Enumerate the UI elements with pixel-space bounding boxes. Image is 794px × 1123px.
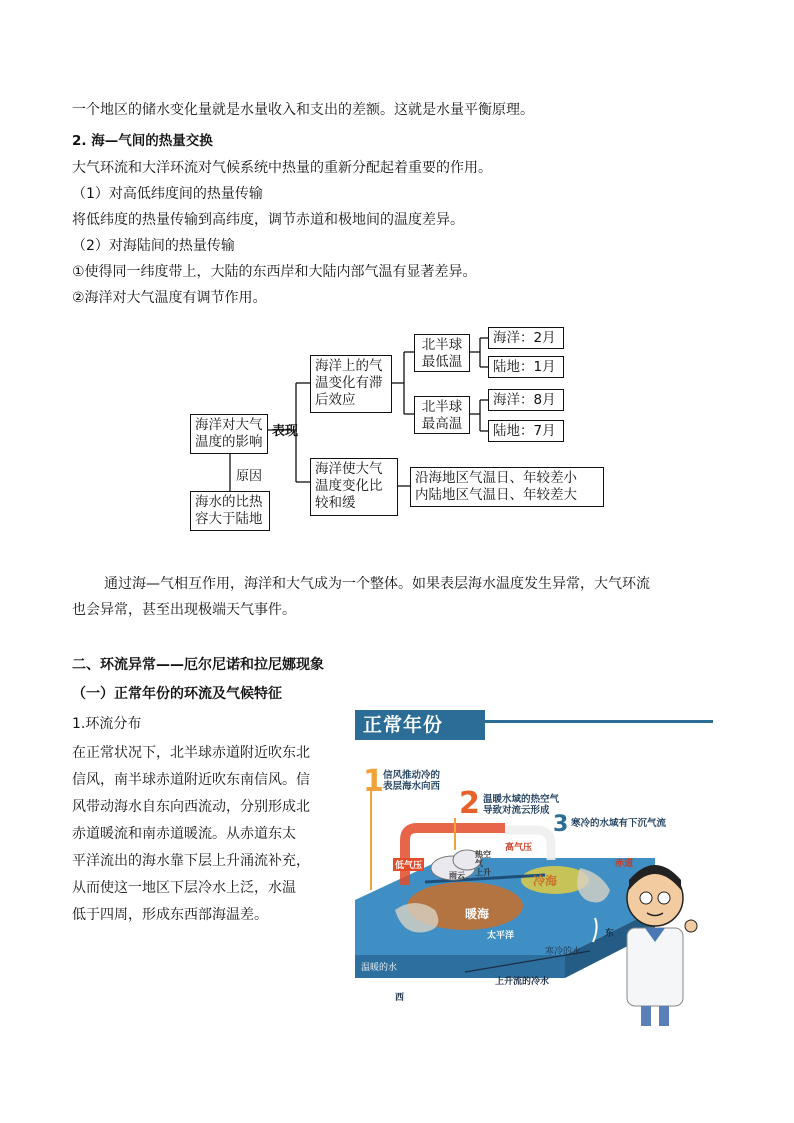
heading-normal-year: （一）正常年份的环流及气候特征 bbox=[72, 686, 282, 702]
paragraph-latitude-transfer: 将低纬度的热量传输到高纬度，调节赤道和极地间的温度差异。 bbox=[72, 212, 464, 228]
cold-water-label: 寒冷的水 bbox=[545, 947, 582, 957]
sea-feb-box: 海洋：2月 bbox=[488, 327, 564, 349]
lag-line-3: 后效应 bbox=[315, 392, 356, 408]
range-line-2: 内陆地区气温日、年较差大 bbox=[415, 487, 577, 503]
step-2-line-2: 导致对流云形成 bbox=[483, 805, 550, 816]
step-2-line-1: 温暖水域的热空气 bbox=[483, 794, 560, 805]
moderate-line-3: 较和缓 bbox=[315, 495, 356, 511]
nh-min-line-2: 最低温 bbox=[421, 354, 463, 370]
root-box bbox=[190, 414, 268, 454]
nh-max-line-1: 北半球 bbox=[421, 399, 463, 415]
step-1-line-2: 表层海水向西 bbox=[383, 781, 441, 792]
land-jul-box: 陆地：7月 bbox=[488, 420, 564, 442]
normal-year-illustration bbox=[355, 710, 715, 1030]
nh-min-line-1: 北半球 bbox=[421, 337, 463, 353]
moderate-effect-box bbox=[310, 458, 398, 516]
range-box bbox=[410, 467, 604, 507]
moderate-line-1: 海洋使大气 bbox=[315, 461, 383, 477]
step-2-caption bbox=[483, 794, 559, 816]
heading-circulation-distribution: 1.环流分布 bbox=[72, 716, 142, 732]
cause-line-1: 海水的比热 bbox=[195, 494, 263, 510]
equator-label: 赤道 bbox=[615, 859, 634, 869]
step-3-caption: 寒冷的水域有下沉气流 bbox=[571, 818, 667, 829]
heading-heat-exchange: 2. 海—气间的热量交换 bbox=[72, 133, 213, 149]
range-line-1: 沿海地区气温日、年较差小 bbox=[415, 470, 577, 486]
body-line-4: 赤道暖流和南赤道暖流。从赤道东太 bbox=[72, 826, 296, 842]
banner-title: 正常年份 bbox=[355, 710, 485, 740]
lag-line-1: 海洋上的气 bbox=[315, 358, 383, 374]
paragraph-point-1: ①使得同一纬度带上，大陆的东西岸和大陆内部气温有显著差异。 bbox=[72, 264, 477, 280]
hot-air-line-1: 热空 bbox=[475, 850, 491, 859]
nh-min-box bbox=[414, 334, 470, 372]
upwelling-label: 上升流的冷水 bbox=[495, 977, 550, 987]
hot-air-line-3: 上升 bbox=[475, 868, 491, 877]
body-line-1: 在正常状况下，北半球赤道附近吹东北 bbox=[72, 745, 310, 761]
body-line-6: 从而使这一地区下层冷水上泛，水温 bbox=[72, 880, 296, 896]
step-3-number: 3 bbox=[553, 812, 569, 837]
hot-air-line-2: 气 bbox=[475, 859, 483, 868]
body-line-2: 信风，南半球赤道附近吹东南信风。信 bbox=[72, 772, 310, 788]
high-pressure-label: 高气压 bbox=[505, 843, 533, 853]
body-line-3: 风带动海水自东向西流动，分别形成北 bbox=[72, 799, 310, 815]
step-1-caption bbox=[383, 770, 440, 792]
warm-sea-label: 暖海 bbox=[465, 907, 490, 921]
east-label: 东 bbox=[605, 929, 615, 939]
paragraph-water-balance: 一个地区的储水变化量就是水量收入和支出的差额。这就是水量平衡原理。 bbox=[72, 102, 534, 118]
moderate-line-2: 温度变化比 bbox=[315, 478, 383, 494]
lag-effect-box bbox=[310, 355, 392, 413]
pacific-label: 太平洋 bbox=[487, 931, 515, 941]
root-line-2: 温度的影响 bbox=[195, 434, 263, 450]
hot-air-label bbox=[475, 850, 491, 877]
paragraph-sea-air-a: 通过海—气相互作用，海洋和大气成为一个整体。如果表层海水温度发生异常，大气环流 bbox=[104, 576, 650, 592]
cause-label: 原因 bbox=[236, 469, 263, 484]
body-line-7: 低于四周，形成东西部海温差。 bbox=[72, 907, 268, 923]
paragraph-point-2: ②海洋对大气温度有调节作用。 bbox=[72, 290, 267, 306]
body-line-5: 平洋流出的海水靠下层上升涌流补充， bbox=[72, 853, 310, 869]
nh-max-box bbox=[414, 396, 470, 434]
west-label: 西 bbox=[395, 993, 405, 1003]
sea-aug-box: 海洋：8月 bbox=[488, 389, 564, 411]
heading-circulation-anomaly: 二、环流异常——厄尔尼诺和拉尼娜现象 bbox=[72, 657, 324, 673]
step-1-line-1: 信风推动冷的 bbox=[383, 770, 441, 781]
paragraph-heat-redistribution: 大气环流和大洋环流对气候系统中热量的重新分配起着重要的作用。 bbox=[72, 160, 492, 176]
cause-line-2: 容大于陆地 bbox=[195, 511, 263, 527]
warm-water-label: 温暖的水 bbox=[361, 963, 398, 973]
lag-line-2: 温变化有滞 bbox=[315, 375, 383, 391]
subheading-land-sea-transfer: （2）对海陆间的热量传输 bbox=[72, 238, 235, 254]
rain-cloud-label: 雨云 bbox=[449, 871, 465, 880]
subheading-latitude-transfer: （1）对高低纬度间的热量传输 bbox=[72, 186, 263, 202]
cold-sea-label: 冷海 bbox=[533, 874, 558, 888]
low-pressure-label: 低气压 bbox=[393, 858, 424, 871]
cause-box bbox=[190, 491, 270, 531]
nh-max-line-2: 最高温 bbox=[421, 416, 463, 432]
paragraph-sea-air-b: 也会异常，甚至出现极端天气事件。 bbox=[72, 602, 296, 618]
step-1-number: 1 bbox=[363, 764, 384, 799]
land-jan-box: 陆地：1月 bbox=[488, 356, 564, 378]
root-line-1: 海洋对大气 bbox=[195, 417, 263, 433]
biao-label: 表现 bbox=[272, 424, 299, 439]
step-2-number: 2 bbox=[459, 786, 480, 821]
